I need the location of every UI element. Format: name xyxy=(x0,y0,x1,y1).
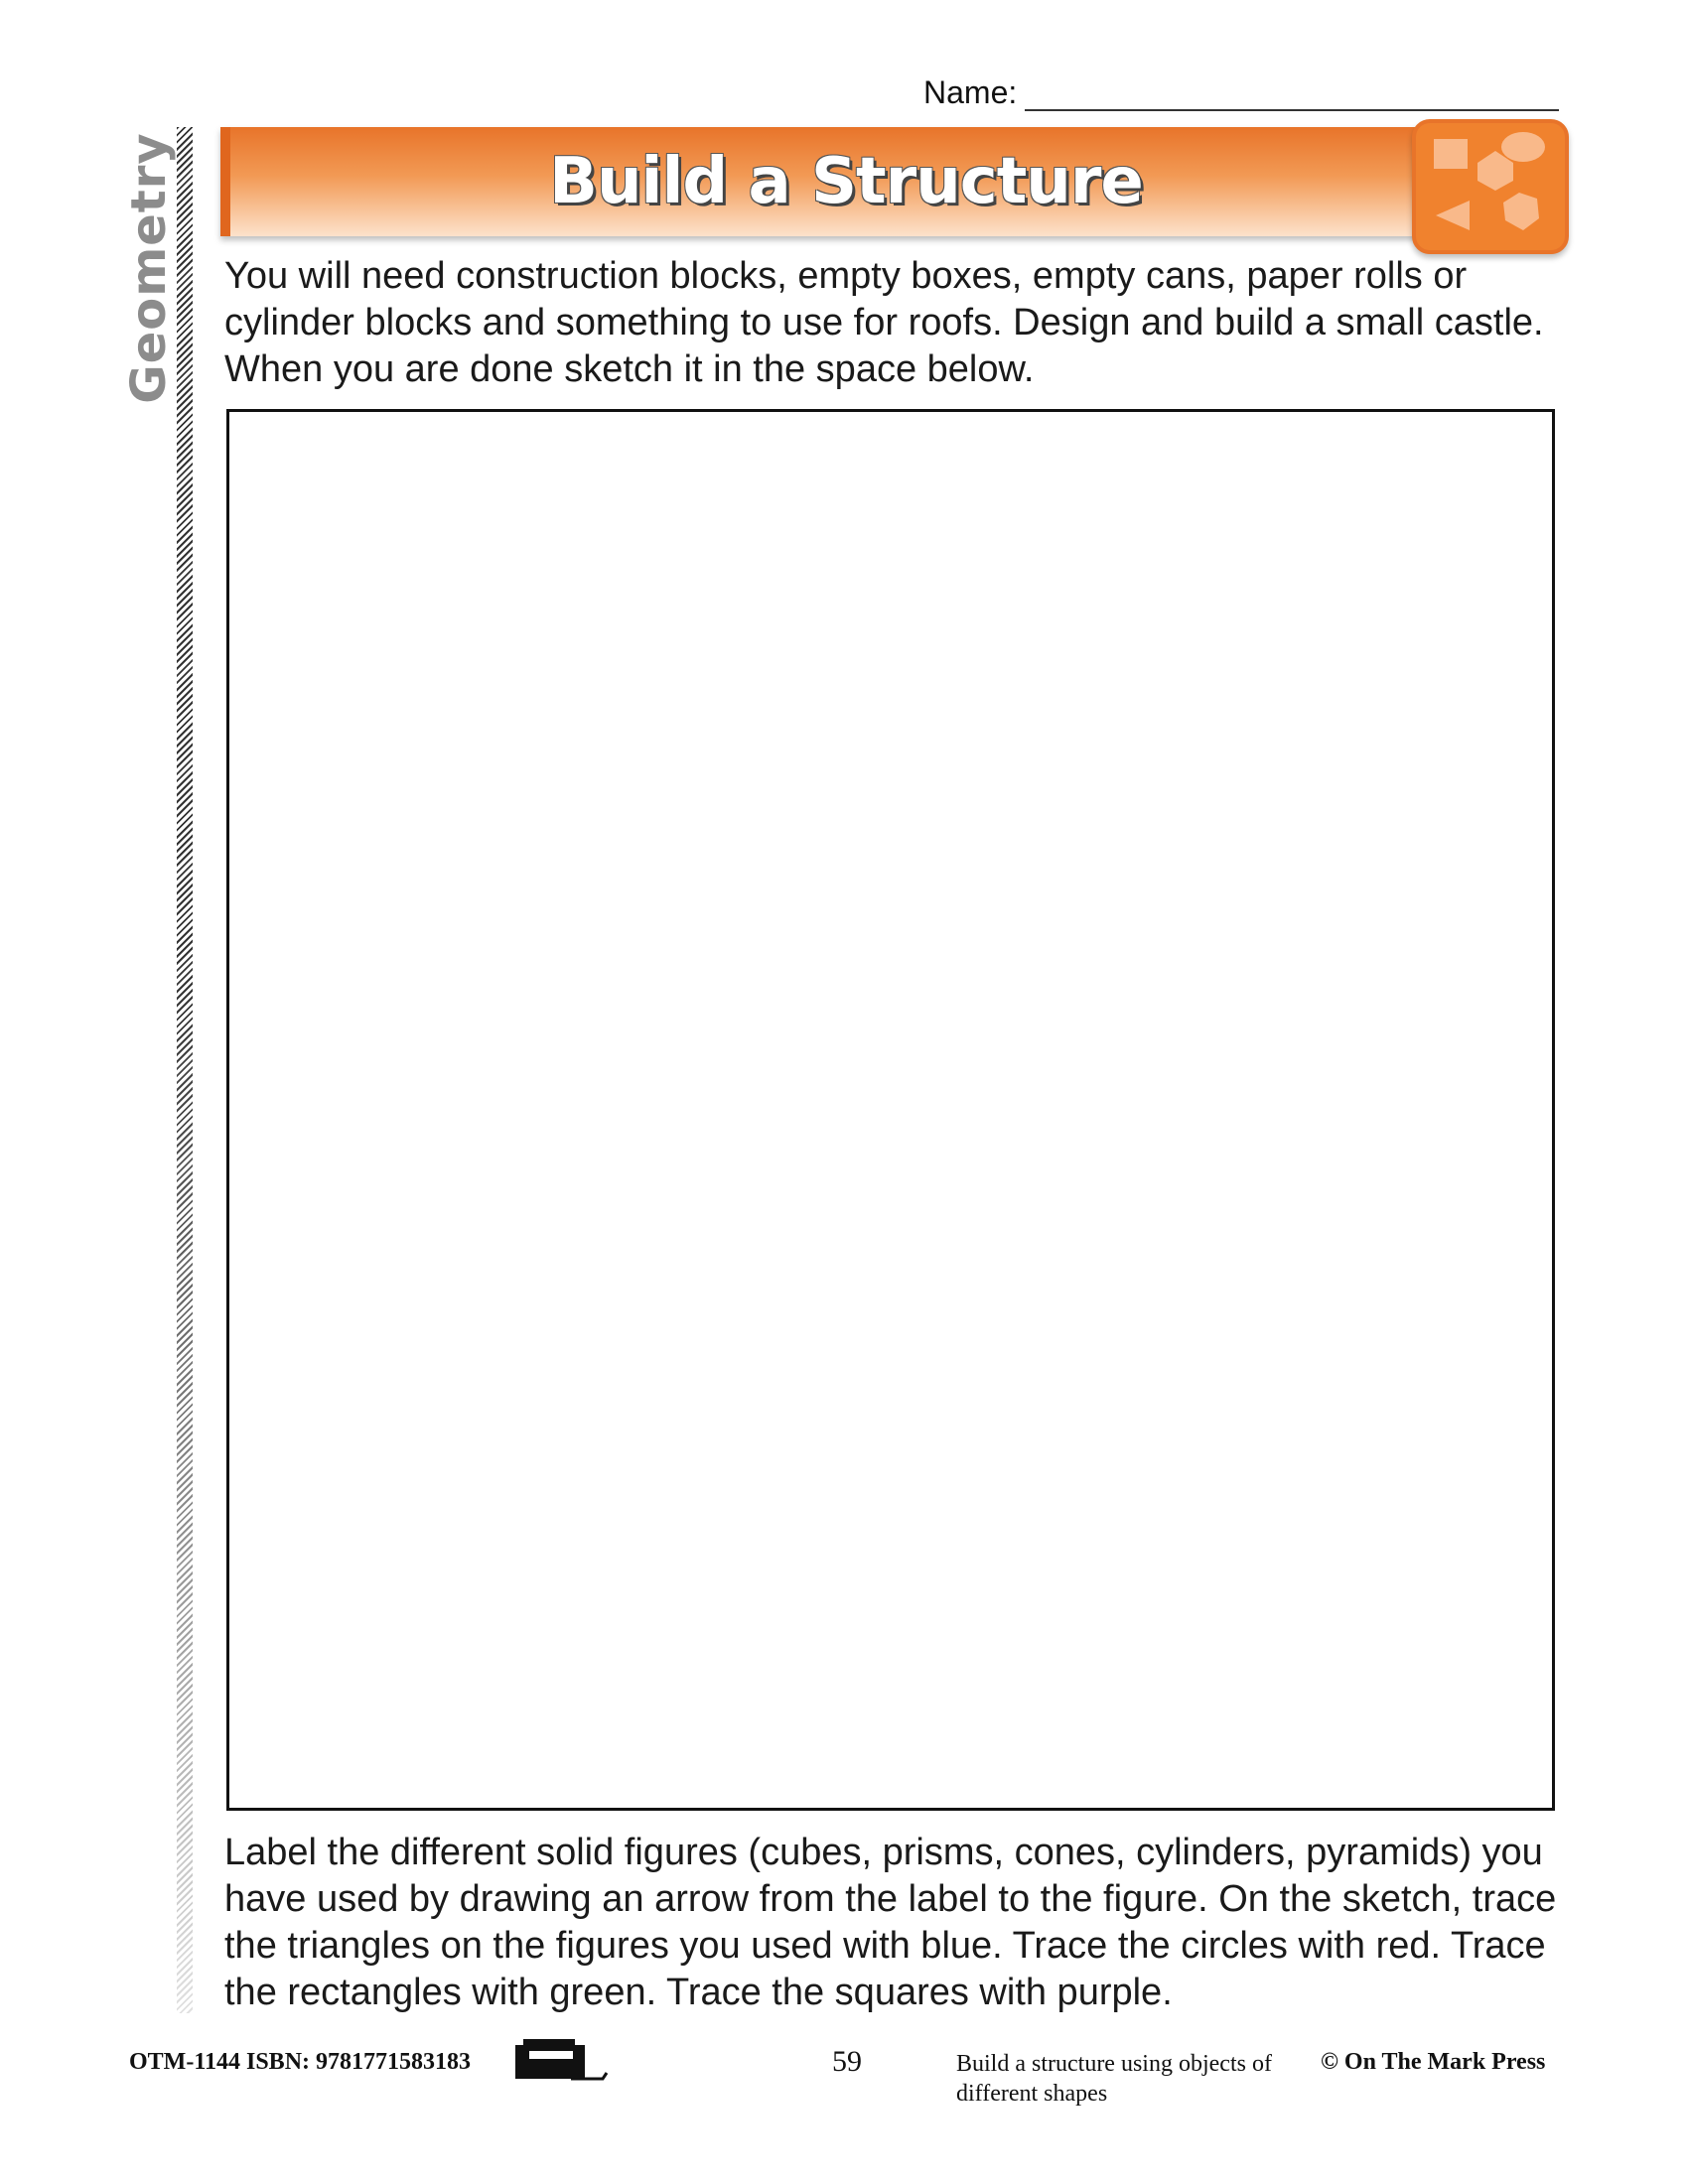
side-stripe-decoration xyxy=(177,127,193,2013)
shapes-icon xyxy=(1412,119,1569,254)
sketch-area[interactable] xyxy=(226,409,1555,1811)
page-number: 59 xyxy=(832,2045,862,2078)
title-banner xyxy=(220,127,1462,236)
subject-text: Geometry xyxy=(121,132,177,404)
product-code: OTM-1144 ISBN: 9781771583183 xyxy=(129,2049,472,2075)
shapes-icon-graphic xyxy=(1416,123,1557,242)
photocopier-icon xyxy=(511,2035,611,2085)
intro-instructions: You will need construction blocks, empty boxes, empty cans, paper rolls or cylinder blocks and something to use for roofs. Design and build a small castle. When you are done sketch it in the space below. xyxy=(224,255,1544,390)
name-label: Name: xyxy=(923,74,1018,110)
page-description: Build a structure using objects of different shapes xyxy=(956,2051,1272,2107)
copyright: © On The Mark Press xyxy=(1321,2049,1546,2075)
page-title: Build a Structure xyxy=(549,145,1143,218)
name-field-row xyxy=(923,71,1559,111)
name-line[interactable] xyxy=(1025,83,1559,111)
labeling-instructions: Label the different solid figures (cubes, prisms, cones, cylinders, pyramids) you have used by drawing an arrow from the label to the figure. On the sketch, trace the triangles on the figures you used with blue. Trace the circles with red. Trace the rectangles with green. Trace the squares with purple. xyxy=(224,1832,1557,2013)
